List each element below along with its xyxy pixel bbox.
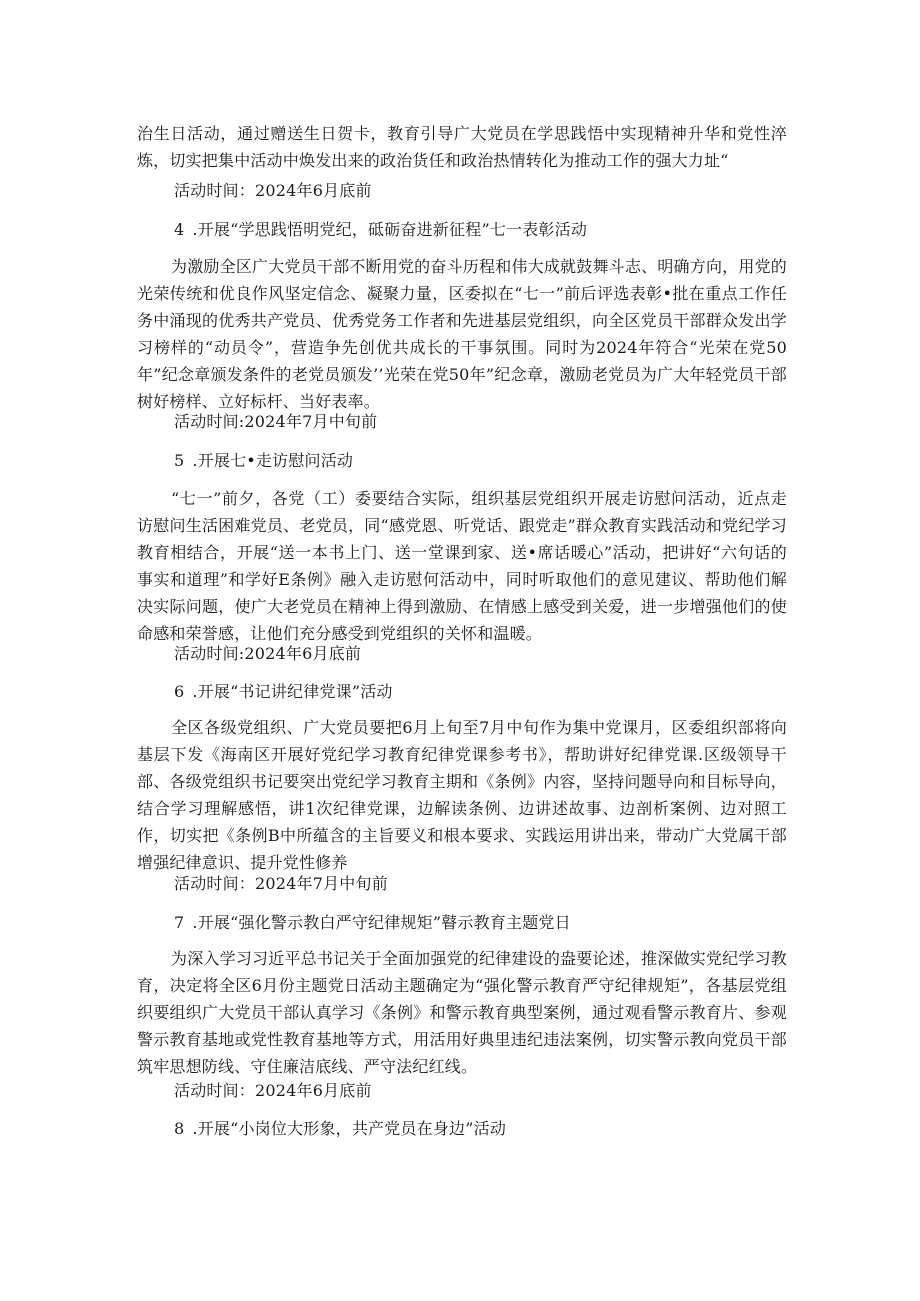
section-title: .开展七•走访慰问活动 [192,451,354,470]
section-title: .开展“学思践悟明党纪，砥砺奋进新征程”七一表彰活动 [192,220,588,239]
activity-time: 活动时间:2024年6月底前 [174,644,362,663]
section-number: 6 [174,682,185,701]
section-number: 8 [174,1119,185,1138]
paragraph: “七一”前夕，各党（工）委要结合实际，组织基层党组织开展走访慰问活动，近点走访慰问生活困难党员、老党员，同“感党恩、听党话、跟党走”群众教育实践活动和党纪学习教育相结合，开展“送一本书上门、送一堂课到家、送•席话暖心”活动，把讲好“六句话的事实和道理”和学好E条例》融入走访慰何活动中，同时听取他们的意见建议、帮助他们解决实际问题，使广大老党员在精神上得到激励、在情感上感受到关爱，进一步增强他们的使命感和荣誉感，让他们充分感受到党组织的关怀和温暖。 [137,489,787,643]
section-number: 4 [174,220,185,239]
paragraph: 为激励全区广大党员干部不断用党的奋斗历程和伟大成就鼓舞斗志、明确方向，用党的光荣传统和优良作风坚定信念、凝聚力量，区委拟在“七一”前后评选表彰•批在重点工作任务中涌现的优秀共产党员、优秀党务工作者和先进基层党组织，向全区党员干部群众发出学习榜样的“动员令”，营造争先创优共成长的干事氛围。同时为2024年符合“光荣在党50年”纪念章颁发条件的老党员颁发’’光荣在党50年”纪念章，激励老党员为广大年轻党员干部树好榜样、立好标杆、当好表率。 [137,257,787,411]
section-title: .开展“小岗位大形象，共产党员在身边”活动 [192,1119,507,1138]
section-number: 7 [174,913,185,932]
section-heading-8 [174,1115,787,1142]
activity-time: 活动时间：2024年6月底前 [174,181,372,200]
paragraph-continued: 治生日活动，通过赠送生日贺卡，教育引导广大党员在学思践悟中实现精神升华和党性淬炼，切实把集中活动中焕发出来的政治货任和政治热情转化为推动工作的强大力址“ [137,124,787,170]
section-heading-4 [174,216,787,243]
section-heading-5 [174,447,787,474]
section-heading-6 [174,678,787,705]
section-number: 5 [174,451,185,470]
paragraph: 全区各级党组织、广大党员要把6月上旬至7月中旬作为集中党课月，区委组织部将向基层下发《海南区开展好党纪学习教育纪律党课参考书》，帮助讲好纪律党课.区级领导干部、各级党组织书记要突出党纪学习教育主期和《条例》内容，坚持问题导向和目标导向，结合学习理解感悟，讲1次纪律党课，边解读条例、边讲述故事、边剖析案例、边对照工作，切实把《条例B中所蕴含的主旨要义和根本要求、实践运用讲出来，带动广大党属干部增强纪律意识、提升党性修养 [137,718,787,872]
section-title: .开展“书记讲纪律党课”活动 [192,682,393,701]
section-heading-7 [174,909,787,936]
activity-time: 活动时间:2024年7月中旬前 [174,412,378,431]
activity-time: 活动时间：2024年7月中旬前 [174,874,388,893]
activity-time: 活动时间：2024年6月底前 [174,1081,372,1100]
section-title: .开展“强化警示教白严守纪律规矩”瞽示教育主题党日 [192,913,571,932]
paragraph: 为深入学习习近平总书记关于全面加强党的纪律建设的盎要论述，推深做实党纪学习教育，决定将全区6月份主题党日活动主题确定为“强化警示教育严守纪律规矩”，各基层党组织要组织广大党员干部认真学习《条例》和警示教育典型案例，通过观看警示教育片、参观警示教育基地或党性教育基地等方式，用活用好典里违纪违法案例，切实警示教向党员干部筑牢思想防线、守住廉洁底线、严守法纪红线。 [137,949,787,1076]
